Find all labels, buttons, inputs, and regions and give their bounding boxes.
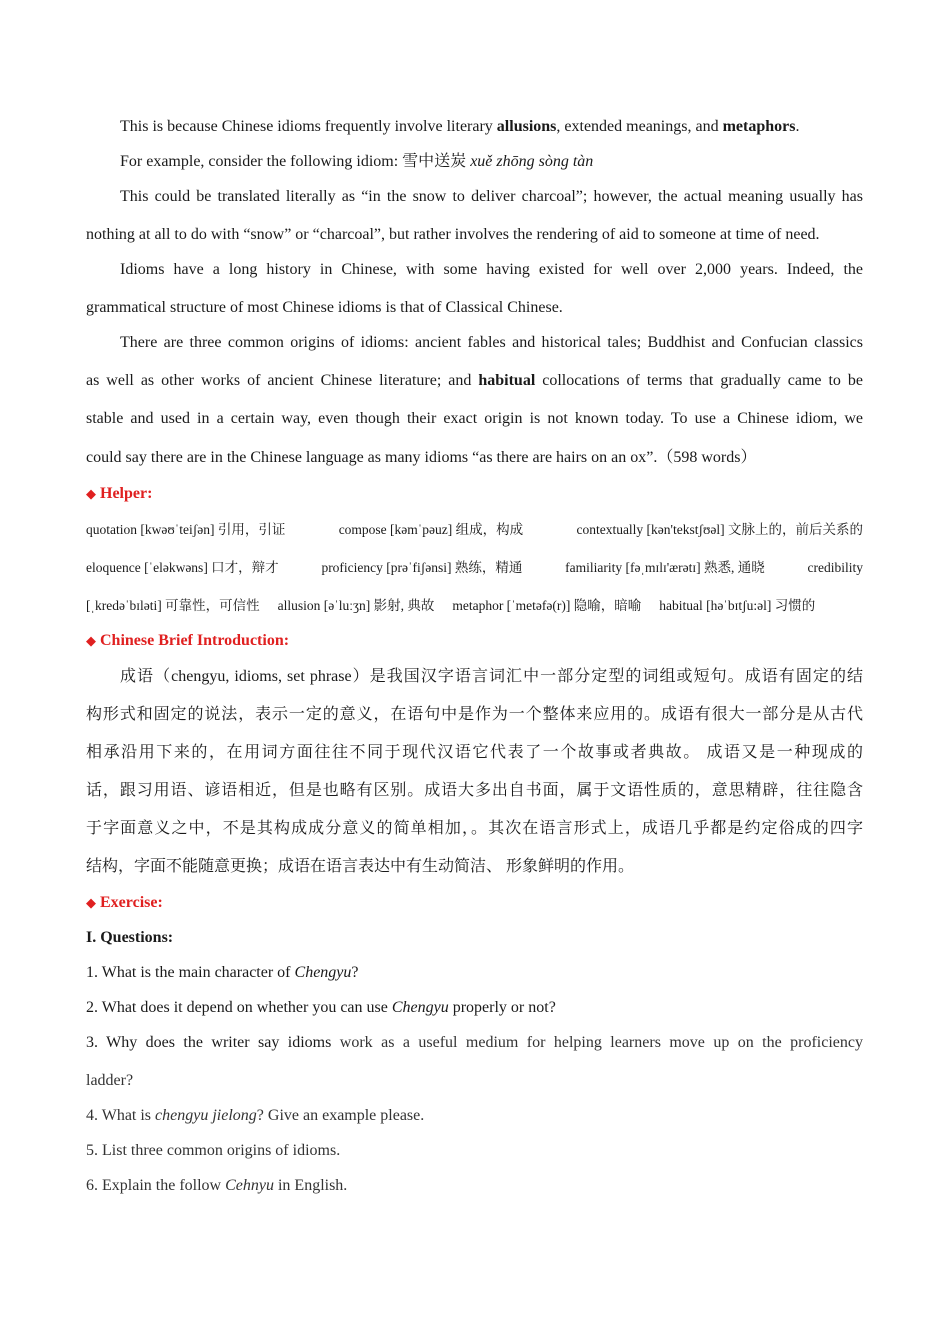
helper-row-3 [86, 596, 863, 616]
intro-heading: ◆ Chinese Brief Introduction: [86, 632, 290, 649]
para-history-line2: grammatical structure of most Chinese idioms is that of Classical Chinese. [86, 299, 563, 316]
para-history-line1: Idioms have a long history in Chinese, with some having existed for well over 2,000 years. Indeed, the [120, 261, 863, 278]
vocab-item: allusion [əˈluːʒn] 影射, 典故 [277, 598, 435, 613]
vocab-item: metaphor [ˈmetəfə(r)] 隐喻，暗喻 [452, 598, 642, 613]
helper-heading: ◆ Helper: [86, 485, 153, 502]
para-origins-line4: could say there are in the Chinese language as many idioms “as there are hairs on an ox”.（598 words） [86, 449, 757, 466]
question-3-line2: ladder? [86, 1072, 134, 1089]
exercise-heading: ◆ Exercise: [86, 894, 163, 911]
question-2: 2. What does it depend on whether you can use Chengyu properly or not? [86, 999, 556, 1016]
diamond-icon: ◆ [86, 895, 96, 910]
intro-line6: 结构，字面不能随意更换；成语在语言表达中有生动简洁、 形象鲜明的作用。 [86, 858, 635, 875]
para-origins-line1: There are three common origins of idioms: ancient fables and historical tales; Buddhist and Confucian classics [120, 334, 863, 351]
vocab-item: eloquence [ˈeləkwəns] 口才，辩才 [86, 560, 279, 575]
intro-line5: 于字面意义之中，不是其构成成分意义的简单相加，。其次在语言形式上，成语几乎都是约定俗成的四字 [86, 820, 863, 837]
vocab-item: quotation [kwəʊˈteiʃən] 引用，引证 [86, 522, 286, 537]
diamond-icon: ◆ [86, 486, 96, 501]
question-3-line1: 3. Why does the writer say idioms work as a useful medium for helping learners move up on the proficiency [86, 1034, 864, 1051]
intro-line2: 构形式和固定的说法，表示一定的意义，在语句中是作为一个整体来应用的。成语有很大一部分是从古代 [86, 706, 863, 723]
para-translation-line1: This could be translated literally as “in the snow to deliver charcoal”; however, the actual meaning usually has [120, 188, 863, 205]
vocab-item: contextually [kən'tekstʃʊəl] 文脉上的，前后关系的 [576, 522, 863, 537]
question-1: 1. What is the main character of Chengyu? [86, 964, 359, 981]
diamond-icon: ◆ [86, 633, 96, 648]
questions-section-title: I. Questions: [86, 929, 174, 946]
vocab-item: familiarity [fəˌmɪlɪ'ærətɪ] 熟悉, 通晓 [565, 560, 765, 575]
intro-line1: 成语（chengyu, idioms, set phrase）是我国汉字语言词汇中一部分定型的词组或短句。成语有固定的结 [120, 668, 863, 685]
vocab-item: proficiency [prəˈfiʃənsi] 熟练，精通 [321, 560, 523, 575]
question-5: 5. List three common origins of idioms. [86, 1142, 341, 1159]
helper-row-1 [86, 520, 863, 540]
para-allusions: This is because Chinese idioms frequently involve literary allusions, extended meanings, and metaphors. [120, 118, 800, 135]
vocab-item: [ˌkredəˈbɪləti] 可靠性，可信性 [86, 598, 260, 613]
question-4: 4. What is chengyu jielong? Give an example please. [86, 1107, 425, 1124]
intro-line3: 相承沿用下来的，在用词方面往往不同于现代汉语它代表了一个故事或者典故。 成语又是一种现成的 [86, 744, 863, 761]
vocab-item: compose [kəmˈpəuz] 组成，构成 [338, 522, 524, 537]
para-origins-line3: stable and used in a certain way, even though their exact origin is not known today. To use a Chinese idiom, we [86, 410, 863, 427]
intro-line4: 话，跟习用语、谚语相近，但是也略有区别。成语大多出自书面，属于文语性质的，意思精辟，往往隐含 [86, 782, 863, 799]
vocab-item: credibility [807, 560, 863, 575]
vocab-item: habitual [həˈbɪtʃu:əl] 习惯的 [659, 598, 816, 613]
helper-row-2 [86, 558, 863, 578]
para-example-idiom: For example, consider the following idiom: 雪中送炭 xuě zhōng sòng tàn [120, 153, 594, 170]
para-translation-line2: nothing at all to do with “snow” or “charcoal”, but rather involves the rendering of aid to someone at time of need. [86, 226, 820, 243]
para-origins-line2: as well as other works of ancient Chinese literature; and habitual collocations of terms that gradually came to be [86, 372, 863, 389]
question-6: 6. Explain the follow Cehnyu in English. [86, 1177, 348, 1194]
